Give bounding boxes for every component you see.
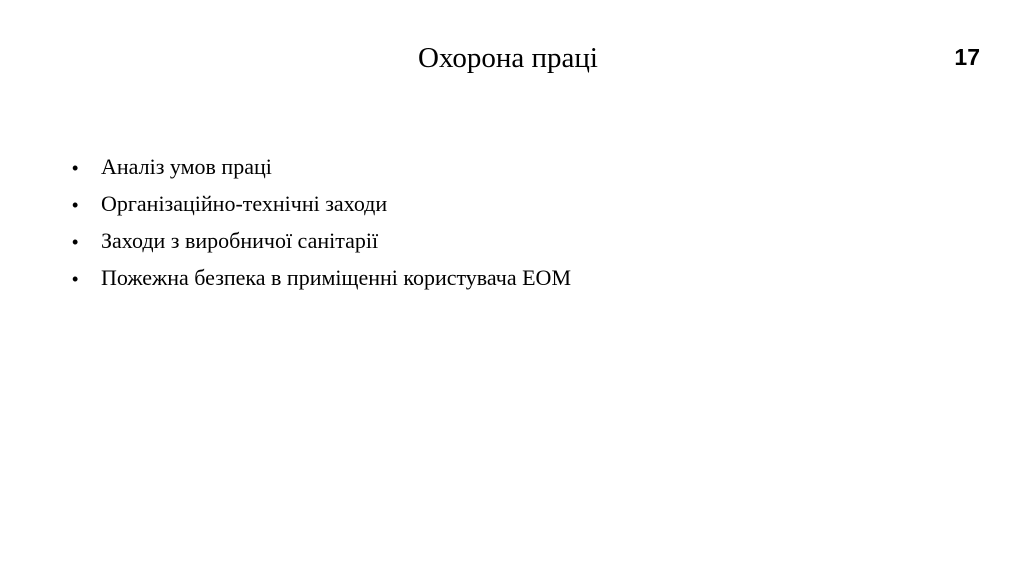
slide-number: 17: [954, 44, 980, 70]
bullet-icon: •: [72, 195, 79, 215]
bullet-icon: •: [72, 158, 79, 178]
list-item: [72, 259, 571, 296]
bullet-icon: •: [72, 232, 79, 252]
list-item: [72, 148, 571, 185]
list-item-text: Організаційно-технічні заходи: [101, 191, 388, 216]
list-item-text: Пожежна безпека в приміщенні користувача ЕОМ: [101, 265, 572, 290]
list-item: [72, 185, 571, 222]
slide-title: Охорона праці: [418, 42, 598, 74]
list-item-text: Аналіз умов праці: [101, 154, 272, 179]
bullet-list: [72, 148, 571, 296]
bullet-icon: •: [72, 269, 79, 289]
list-item: [72, 222, 571, 259]
list-item-text: Заходи з виробничої санітарії: [101, 228, 379, 253]
